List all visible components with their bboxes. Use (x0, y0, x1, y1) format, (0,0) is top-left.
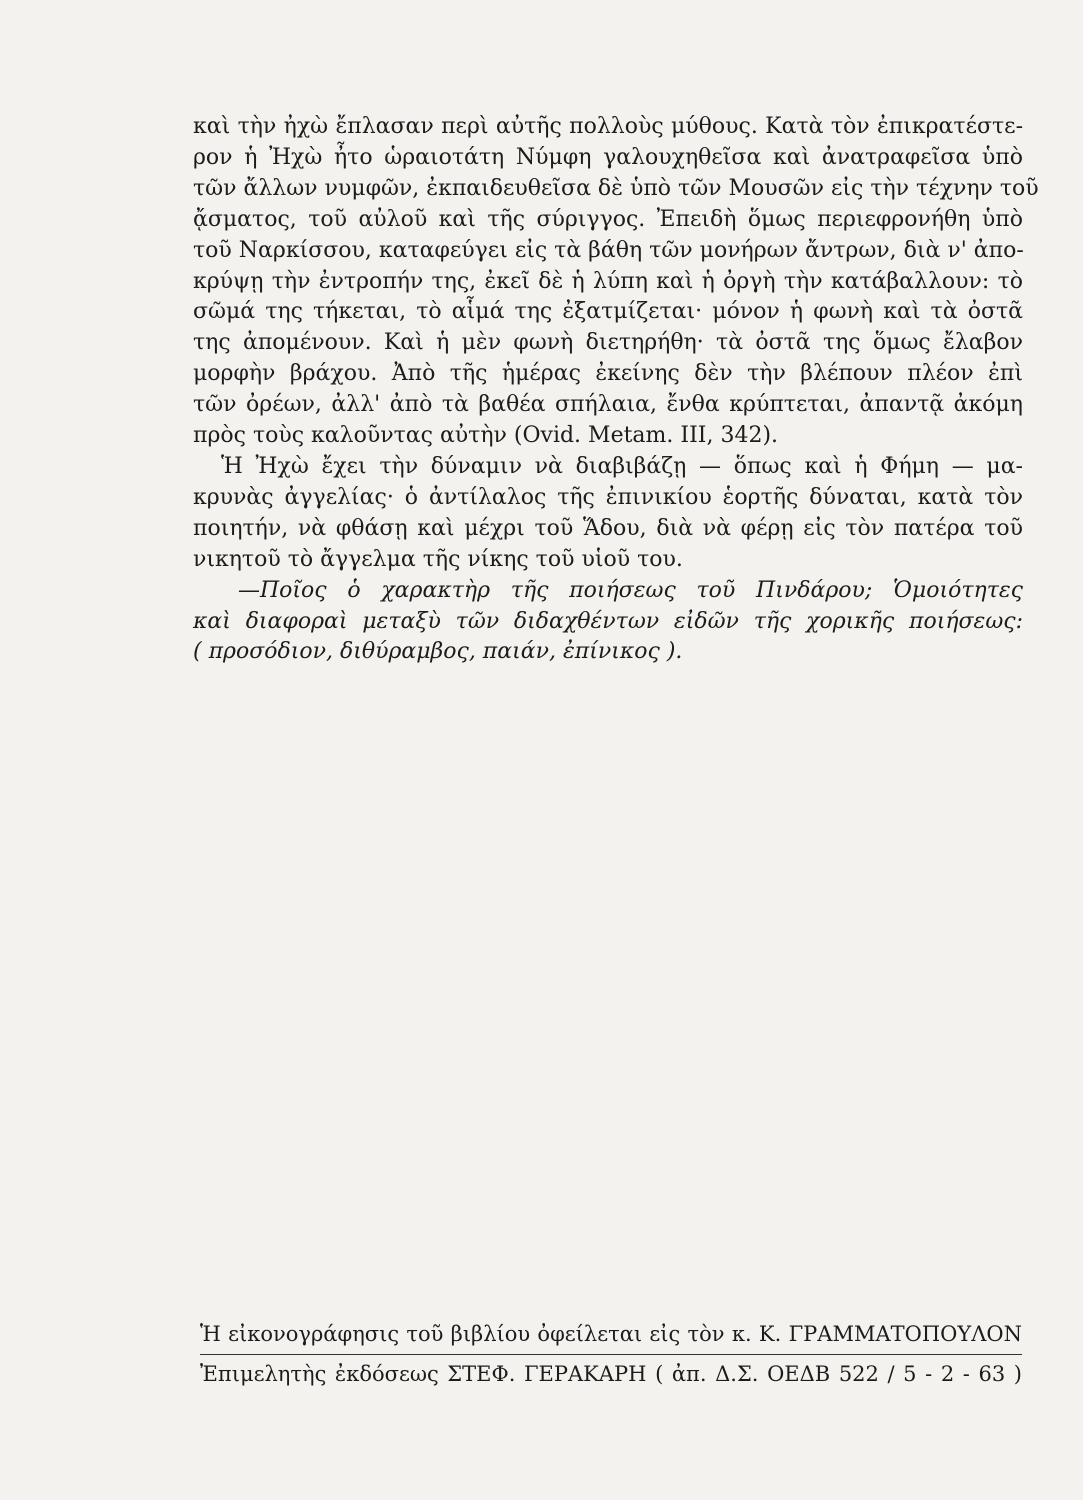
body-text (193, 112, 1039, 668)
text-line: τῶν ὀρέων, ἀλλ' ἀπὸ τὰ βαθέα σπήλαια, ἔνθα κρύπτεται, ἀπαντᾷ ἀκόμη (193, 392, 1023, 418)
text-line: της ἀπομένουν. Καὶ ἡ μὲν φωνὴ διετηρήθη· τὰ ὀστᾶ της ὅμως ἔλαβον (193, 330, 1023, 356)
text-line: σῶμά της τήκεται, τὸ αἷμά της ἐξατμίζεται· μόνον ἡ φωνὴ καὶ τὰ ὀστᾶ (193, 299, 1023, 325)
question-line: —Ποῖος ὁ χαρακτὴρ τῆς ποιήσεως τοῦ Πινδάρου; Ὁμοιότητες (238, 577, 1023, 603)
text-line: ρον ἡ Ἠχὼ ἦτο ὡραιοτάτη Νύμφη γαλουχηθεῖσα καὶ ἀνατραφεῖσα ὑπὸ (193, 144, 1023, 170)
text-line: πρὸς τοὺς καλοῦντας αὐτὴν (Ovid. Metam. III, 342). (193, 423, 779, 449)
question-line: ( προσόδιον, διθύραμβος, παιάν, ἐπίνικος ). (193, 639, 683, 665)
text-line: ποιητήν, νὰ φθάσῃ καὶ μέχρι τοῦ Ἅδου, διὰ νὰ φέρῃ εἰς τὸν πατέρα τοῦ (193, 515, 1023, 541)
illustration-credit: Ἡ εἰκονογράφησις τοῦ βιβλίου ὀφείλεται εἰς τὸν κ. Κ. ΓΡΑΜΜΑΤΟΠΟΥΛΟΝ (200, 1322, 1022, 1346)
text-line: μορφὴν βράχου. Ἀπὸ τῆς ἡμέρας ἐκείνης δὲν τὴν βλέπουν πλέον ἐπὶ (193, 361, 1023, 387)
text-line: νικητοῦ τὸ ἄγγελμα τῆς νίκης τοῦ υἱοῦ του. (193, 546, 683, 572)
footer-divider (200, 1354, 1022, 1355)
text-line: κρυνὰς ἀγγελίας· ὁ ἀντίλαλος τῆς ἐπινικίου ἑορτῆς δύναται, κατὰ τὸν (193, 484, 1023, 510)
text-line: τοῦ Ναρκίσσου, καταφεύγει εἰς τὰ βάθη τῶν μονήρων ἄντρων, διὰ ν' ἀπο- (193, 237, 1024, 263)
text-line: κρύψῃ τὴν ἐντροπήν της, ἐκεῖ δὲ ἡ λύπη καὶ ἡ ὀργὴ τὴν κατάβαλλουν: τὸ (193, 268, 1023, 294)
text-line: Ἡ Ἠχὼ ἔχει τὴν δύναμιν νὰ διαβιβάζῃ — ὅπως καὶ ἡ Φήμη — μα- (221, 453, 1023, 479)
text-line: τῶν ἄλλων νυμφῶν, ἐκπαιδευθεῖσα δὲ ὑπὸ τῶν Μουσῶν εἰς τὴν τέχνην τοῦ (193, 175, 1039, 201)
text-line: ᾄσματος, τοῦ αὐλοῦ καὶ τῆς σύριγγος. Ἐπειδὴ ὅμως περιεφρονήθη ὑπὸ (193, 206, 1023, 232)
editor-credit: Ἐπιμελητὴς ἐκδόσεως ΣΤΕΦ. ΓΕΡΑΚΑΡΗ ( ἀπ. Δ.Σ. ΟΕΔΒ 522 / 5 - 2 - 63 ) (200, 1362, 1022, 1386)
question-line: καὶ διαφοραὶ μεταξὺ τῶν διδαχθέντων εἰδῶν τῆς χορικῆς ποιήσεως: (193, 608, 1023, 634)
text-line: καὶ τὴν ἠχὼ ἔπλασαν περὶ αὐτῆς πολλοὺς μύθους. Κατὰ τὸν ἐπικρατέστε- (193, 114, 1023, 139)
